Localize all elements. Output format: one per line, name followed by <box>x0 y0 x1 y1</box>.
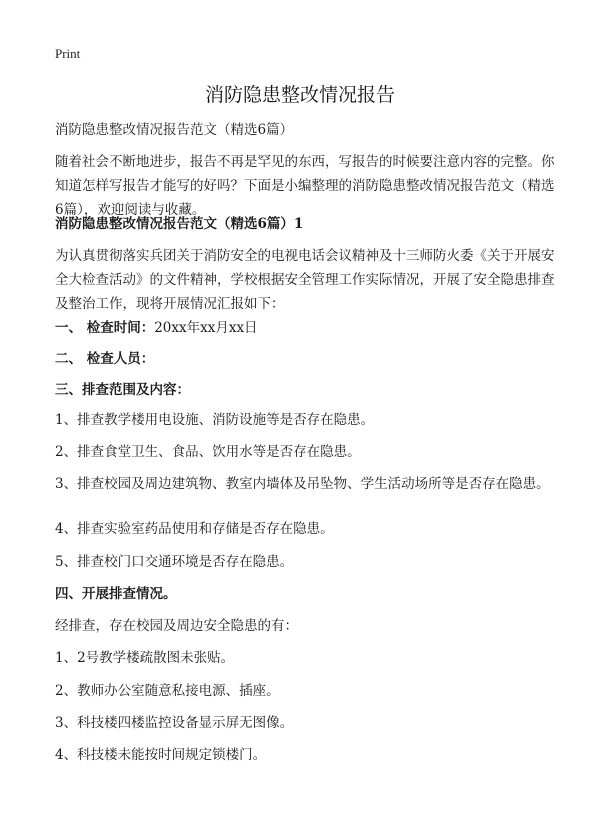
intro-paragraph: 随着社会不断地进步，报告不再是罕见的东西，写报告的时候要注意内容的完整。你知道怎样写报告才能写的好吗？下面是小编整理的消防隐患整改情况报告范文（精选6篇），欢迎阅读与收藏。 <box>55 154 555 218</box>
scope-item: 1、排查教学楼用电设施、消防设施等是否存在隐患。 <box>55 412 375 428</box>
scope-heading: 三、排查范围及内容： <box>55 382 190 398</box>
findings-item: 2、教师办公室随意私接电源、插座。 <box>55 683 280 699</box>
check-time-label: 一、 检查时间： <box>55 320 155 336</box>
findings-heading: 四、开展排查情况。 <box>55 586 177 602</box>
findings-intro: 经排查，存在校园及周边安全隐患的有： <box>55 618 298 634</box>
check-time-value: 20xx年xx月xx日 <box>154 320 258 336</box>
scope-item: 2、排查食堂卫生、食品、饮用水等是否存在隐患。 <box>55 444 361 460</box>
findings-item: 4、科技楼未能按时间规定锁楼门。 <box>55 747 267 763</box>
document-subtitle: 消防隐患整改情况报告范文（精选6篇） <box>55 122 294 138</box>
scope-item: 4、排查实验室药品使用和存储是否存在隐患。 <box>55 521 334 537</box>
scope-item: 3、排查校园及周边建筑物、教室内墙体及吊坠物、学生活动场所等是否存在隐患。 <box>55 476 550 492</box>
findings-item: 3、科技楼四楼监控设备显示屏无图像。 <box>55 715 294 731</box>
check-time-line <box>55 316 555 340</box>
scope-item: 5、排查校门口交通环境是否存在隐患。 <box>55 554 294 570</box>
check-people-label: 二、 检查人员： <box>55 351 155 367</box>
print-link[interactable]: Print <box>55 46 81 61</box>
findings-item: 1、2号教学楼疏散图未张贴。 <box>55 650 235 666</box>
section-heading: 消防隐患整改情况报告范文（精选6篇）1 <box>55 216 304 232</box>
section-intro-paragraph: 为认真贯彻落实兵团关于消防安全的电视电话会议精神及十三师防火委《关于开展安全大检查活动》的文件精神，学校根据安全管理工作实际情况，开展了安全隐患排查及整治工作，现将开展情况汇报如下： <box>55 248 555 312</box>
page-title: 消防隐患整改情况报告 <box>204 84 395 106</box>
